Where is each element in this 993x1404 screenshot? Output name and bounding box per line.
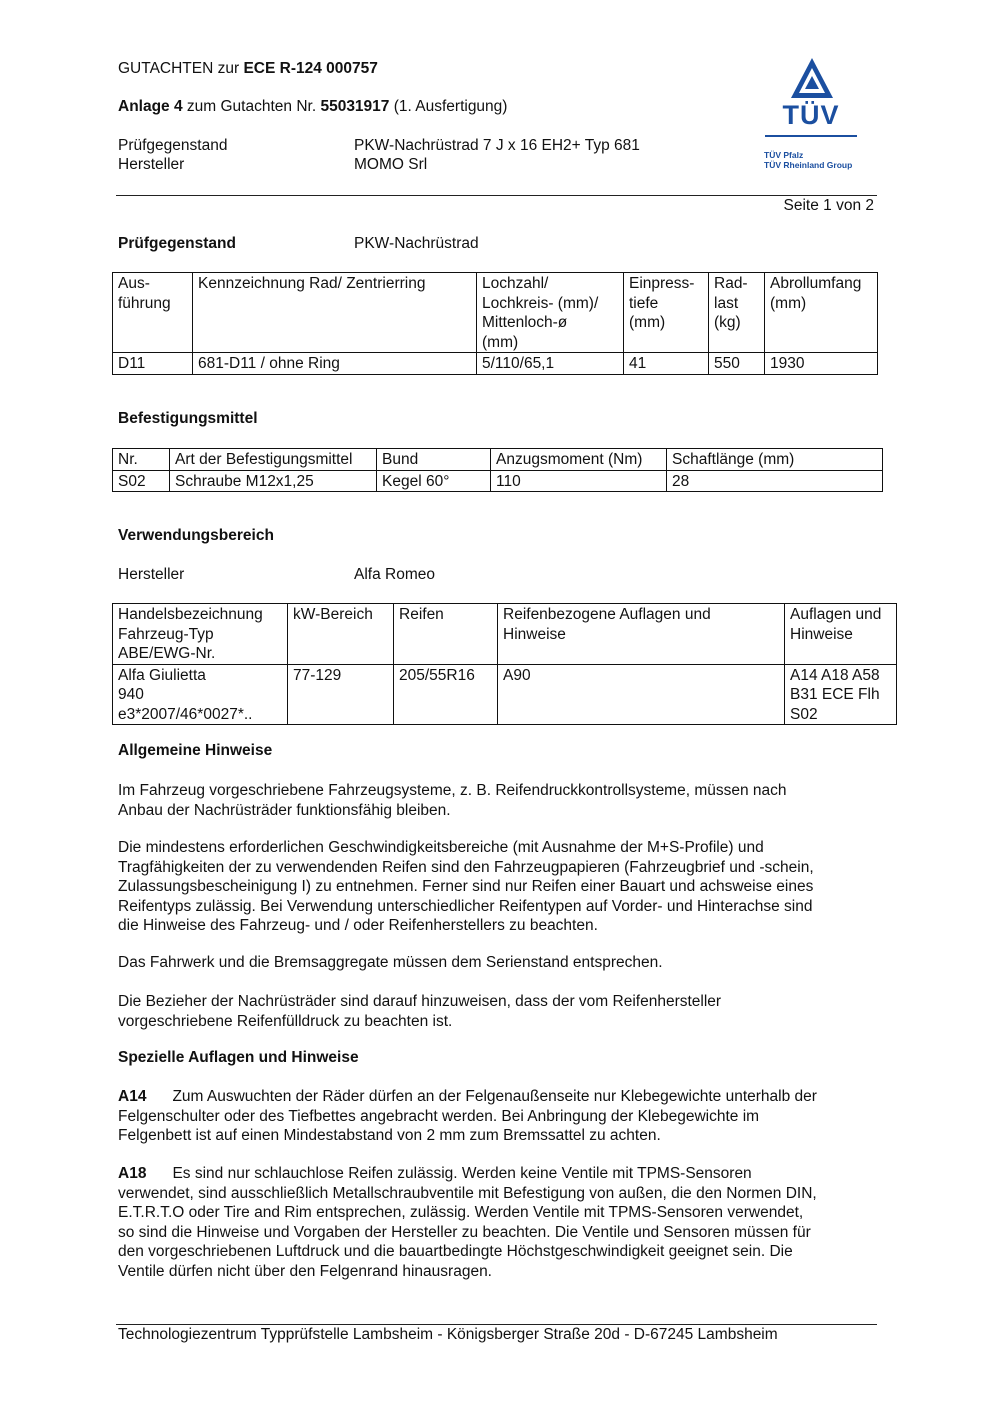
befestigung-title: Befestigungsmittel — [118, 410, 258, 427]
auflage-a14: A14 Zum Auswuchten der Räder dürfen an der Felgenaußenseite nur Klebegewichte unterhalb der Felgenschulter oder des Tiefbettes angebracht werden. Bei Anbringung der Klebegewichte im Felgenbett ist auf einen Mindestabstand von 2 mm zum Bremssattel zu achten. — [118, 1088, 817, 1144]
header-divider — [116, 195, 877, 196]
verwendung-cell-auflagen: A14 A18 A58 B31 ECE Flh S02 — [785, 664, 897, 725]
auflage-a18: A18 Es sind nur schlauchlose Reifen zulässig. Werden keine Ventile mit TPMS-Sensoren verwendet, sind ausschließlich Metallschraubventile mit Befestigung von außen, die den Normen DIN, E.T.R.T.O oder Tire and Rim entsprechen, zulässig. Werden Ventile mit TPMS-Sensoren verwendet, so sind die Hinweise und Vorgaben der Hersteller zu beachten. Die Ventile und Sensoren müssen für den vorgeschriebenen Luftdruck und die bauartbedingte Höchstgeschwindigkeit geeignet sein. Die Ventile dürfen nicht über den Felgenrand hinausragen. — [118, 1165, 817, 1280]
befestigung-header-schaftlaenge: Schaftlänge (mm) — [667, 449, 883, 471]
verwendung-header-row — [113, 604, 897, 665]
wheel-cell-lochzahl: 5/110/65,1 — [477, 353, 624, 375]
header-pruefgegenstand-label: Prüfgegenstand — [118, 137, 228, 154]
auflage-a14-code: A14 — [118, 1088, 147, 1105]
wheel-cell-ausfuehrung: D11 — [113, 353, 193, 375]
wheel-header-einpresstiefe: Einpress- tiefe (mm) — [624, 273, 709, 353]
table-row — [113, 470, 883, 492]
footer-divider — [116, 1324, 877, 1325]
tuev-logo-sub1: TÜV Pfalz — [764, 150, 804, 160]
befestigung-cell-anzugsmoment: 110 — [491, 470, 667, 492]
table-row — [113, 664, 897, 725]
wheel-header-kennzeichnung: Kennzeichnung Rad/ Zentrierring — [193, 273, 477, 353]
allgemeine-title: Allgemeine Hinweise — [118, 742, 273, 759]
wheel-table-header-row — [113, 273, 878, 353]
allgemeine-paragraph-3: Das Fahrwerk und die Bremsaggregate müssen dem Serienstand entsprechen. — [118, 954, 663, 971]
verwendung-cell-reifenbezogene: A90 — [498, 664, 785, 725]
page-number: Seite 1 von 2 — [783, 197, 874, 214]
header-hersteller-label: Hersteller — [118, 156, 185, 173]
wheel-header-lochzahl: Lochzahl/ Lochkreis- (mm)/ Mittenloch-ø (mm) — [477, 273, 624, 353]
verwendung-table — [112, 603, 897, 725]
befestigung-header-anzugsmoment: Anzugsmoment (Nm) — [491, 449, 667, 471]
tuev-logo — [763, 56, 863, 179]
verwendung-header-reifen: Reifen — [394, 604, 498, 665]
wheel-cell-abrollumfang: 1930 — [765, 353, 878, 375]
wheel-header-radlast: Rad- last (kg) — [709, 273, 765, 353]
wheel-table — [112, 272, 878, 375]
allgemeine-paragraph-4: Die Bezieher der Nachrüsträder sind darauf hinzuweisen, dass der vom Reifenhersteller vorgeschriebene Reifenfülldruck zu beachten ist. — [118, 993, 722, 1030]
wheel-header-abrollumfang: Abrollumfang (mm) — [765, 273, 878, 353]
allgemeine-paragraph-1: Im Fahrzeug vorgeschriebene Fahrzeugsysteme, z. B. Reifendruckkontrollsysteme, müssen nach Anbau der Nachrüsträder funktionsfähig bleiben. — [118, 782, 787, 819]
wheel-cell-einpresstiefe: 41 — [624, 353, 709, 375]
befestigung-cell-bund: Kegel 60° — [377, 470, 491, 492]
tuev-logo-text: TÜV — [782, 100, 840, 130]
header-hersteller-value: MOMO Srl — [354, 156, 428, 173]
wheel-header-ausfuehrung: Aus- führung — [113, 273, 193, 353]
wheel-cell-kennzeichnung: 681-D11 / ohne Ring — [193, 353, 477, 375]
table-row — [113, 353, 878, 375]
befestigung-header-nr: Nr. — [113, 449, 170, 471]
footer-address: Technologiezentrum Typprüfstelle Lambsheim - Königsberger Straße 20d - D-67245 Lambsheim — [118, 1326, 778, 1343]
verwendung-hersteller-label: Hersteller — [118, 566, 185, 583]
verwendung-title: Verwendungsbereich — [118, 527, 274, 544]
tuev-logo-sub2: TÜV Rheinland Group — [764, 160, 853, 170]
verwendung-header-reifenbezogene: Reifenbezogene Auflagen und Hinweise — [498, 604, 785, 665]
verwendung-cell-reifen: 205/55R16 — [394, 664, 498, 725]
spezielle-title: Spezielle Auflagen und Hinweise — [118, 1049, 359, 1066]
befestigung-header-row — [113, 449, 883, 471]
verwendung-cell-kw: 77-129 — [288, 664, 394, 725]
befestigung-cell-nr: S02 — [113, 470, 170, 492]
verwendung-hersteller-value: Alfa Romeo — [354, 566, 435, 583]
wheel-cell-radlast: 550 — [709, 353, 765, 375]
pruef-value: PKW-Nachrüstrad — [354, 235, 479, 252]
header-pruefgegenstand-value: PKW-Nachrüstrad 7 J x 16 EH2+ Typ 681 — [354, 137, 640, 154]
verwendung-header-auflagen: Auflagen und Hinweise — [785, 604, 897, 665]
verwendung-header-kw: kW-Bereich — [288, 604, 394, 665]
befestigung-table — [112, 448, 883, 492]
pruef-label: Prüfgegenstand — [118, 235, 236, 252]
verwendung-cell-fahrzeug: Alfa Giulietta 940 e3*2007/46*0027*.. — [113, 664, 288, 725]
allgemeine-paragraph-2: Die mindestens erforderlichen Geschwindigkeitsbereiche (mit Ausnahme der M+S-Profile) und Tragfähigkeiten der zu verwendenden Reifen sind den Fahrzeugpapieren (Fahrzeugbrief und -schein, Zulassungsbescheinigung I) zu entnehmen. Ferner sind nur Reifen einer Bauart und achsweise eines Reifentyps zulässig. Bei Verwendung unterschiedlicher Reifentypen auf Vorder- und Hinterachse sind die Hinweise des Fahrzeug- und / oder Reifenherstellers zu beachten. — [118, 839, 814, 934]
header-line-anlage: Anlage 4 zum Gutachten Nr. 55031917 (1. Ausfertigung) — [118, 98, 508, 115]
befestigung-header-art: Art der Befestigungsmittel — [170, 449, 377, 471]
befestigung-cell-art: Schraube M12x1,25 — [170, 470, 377, 492]
header-line-gutachten: GUTACHTEN zur ECE R-124 000757 — [118, 60, 378, 77]
verwendung-header-handelsbezeichnung: Handelsbezeichnung Fahrzeug-Typ ABE/EWG-Nr. — [113, 604, 288, 665]
auflage-a18-code: A18 — [118, 1165, 147, 1182]
befestigung-header-bund: Bund — [377, 449, 491, 471]
befestigung-cell-schaftlaenge: 28 — [667, 470, 883, 492]
